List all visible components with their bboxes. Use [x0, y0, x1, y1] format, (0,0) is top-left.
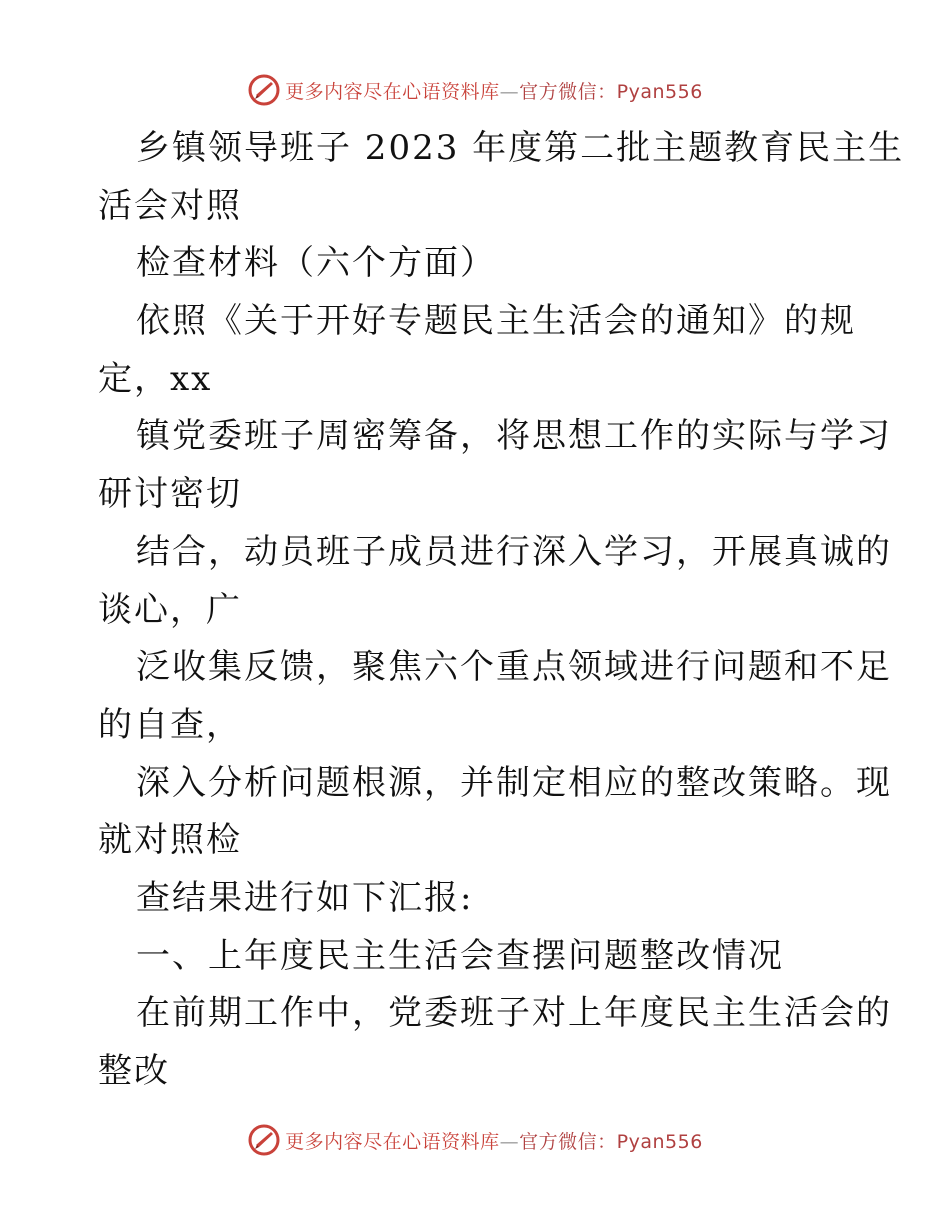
title-line-1: 乡镇领导班子 2023 年度第二批主题教育民主生 [136, 128, 905, 168]
paragraph-line: 研讨密切 [98, 474, 242, 515]
paragraph-line: 的自查， [98, 704, 242, 745]
logo-icon [247, 1123, 281, 1157]
paragraph-line: 就对照检 [98, 820, 242, 861]
banner-separator: — [499, 1130, 520, 1153]
banner-main-text: 更多内容尽在心语资料库 [285, 1130, 500, 1153]
banner-text [285, 77, 703, 104]
subtitle-line: 检查材料（六个方面） [136, 243, 496, 284]
banner-wechat-text: 官方微信：Pyan556 [519, 1130, 703, 1153]
paragraph-line: 谈心，广 [98, 589, 242, 630]
paragraph-line: 查结果进行如下汇报: [136, 877, 474, 918]
header-banner [0, 70, 950, 110]
paragraph-line: 整改 [98, 1051, 170, 1091]
paragraph-line: 定，xx [98, 358, 213, 399]
banner-separator: — [499, 80, 520, 103]
paragraph-line: 泛收集反馈，聚焦六个重点领域进行问题和不足 [136, 647, 892, 688]
logo-icon [247, 73, 281, 107]
document-body [98, 120, 905, 1101]
banner-wechat-text: 官方微信：Pyan556 [519, 80, 703, 103]
title-line-2: 活会对照 [98, 185, 242, 226]
paragraph-line: 深入分析问题根源，并制定相应的整改策略。现 [136, 762, 892, 803]
paragraph-line: 在前期工作中，党委班子对上年度民主生活会的 [136, 993, 892, 1034]
banner-main-text: 更多内容尽在心语资料库 [285, 80, 500, 103]
section-heading: 一、上年度民主生活会查摆问题整改情况 [136, 935, 784, 976]
banner-text [285, 1127, 703, 1154]
paragraph-line: 依照《关于开好专题民主生活会的通知》的规 [136, 301, 856, 342]
footer-banner [0, 1120, 950, 1160]
paragraph-line: 结合，动员班子成员进行深入学习，开展真诚的 [136, 531, 892, 572]
paragraph-line: 镇党委班子周密筹备，将思想工作的实际与学习 [136, 416, 892, 457]
